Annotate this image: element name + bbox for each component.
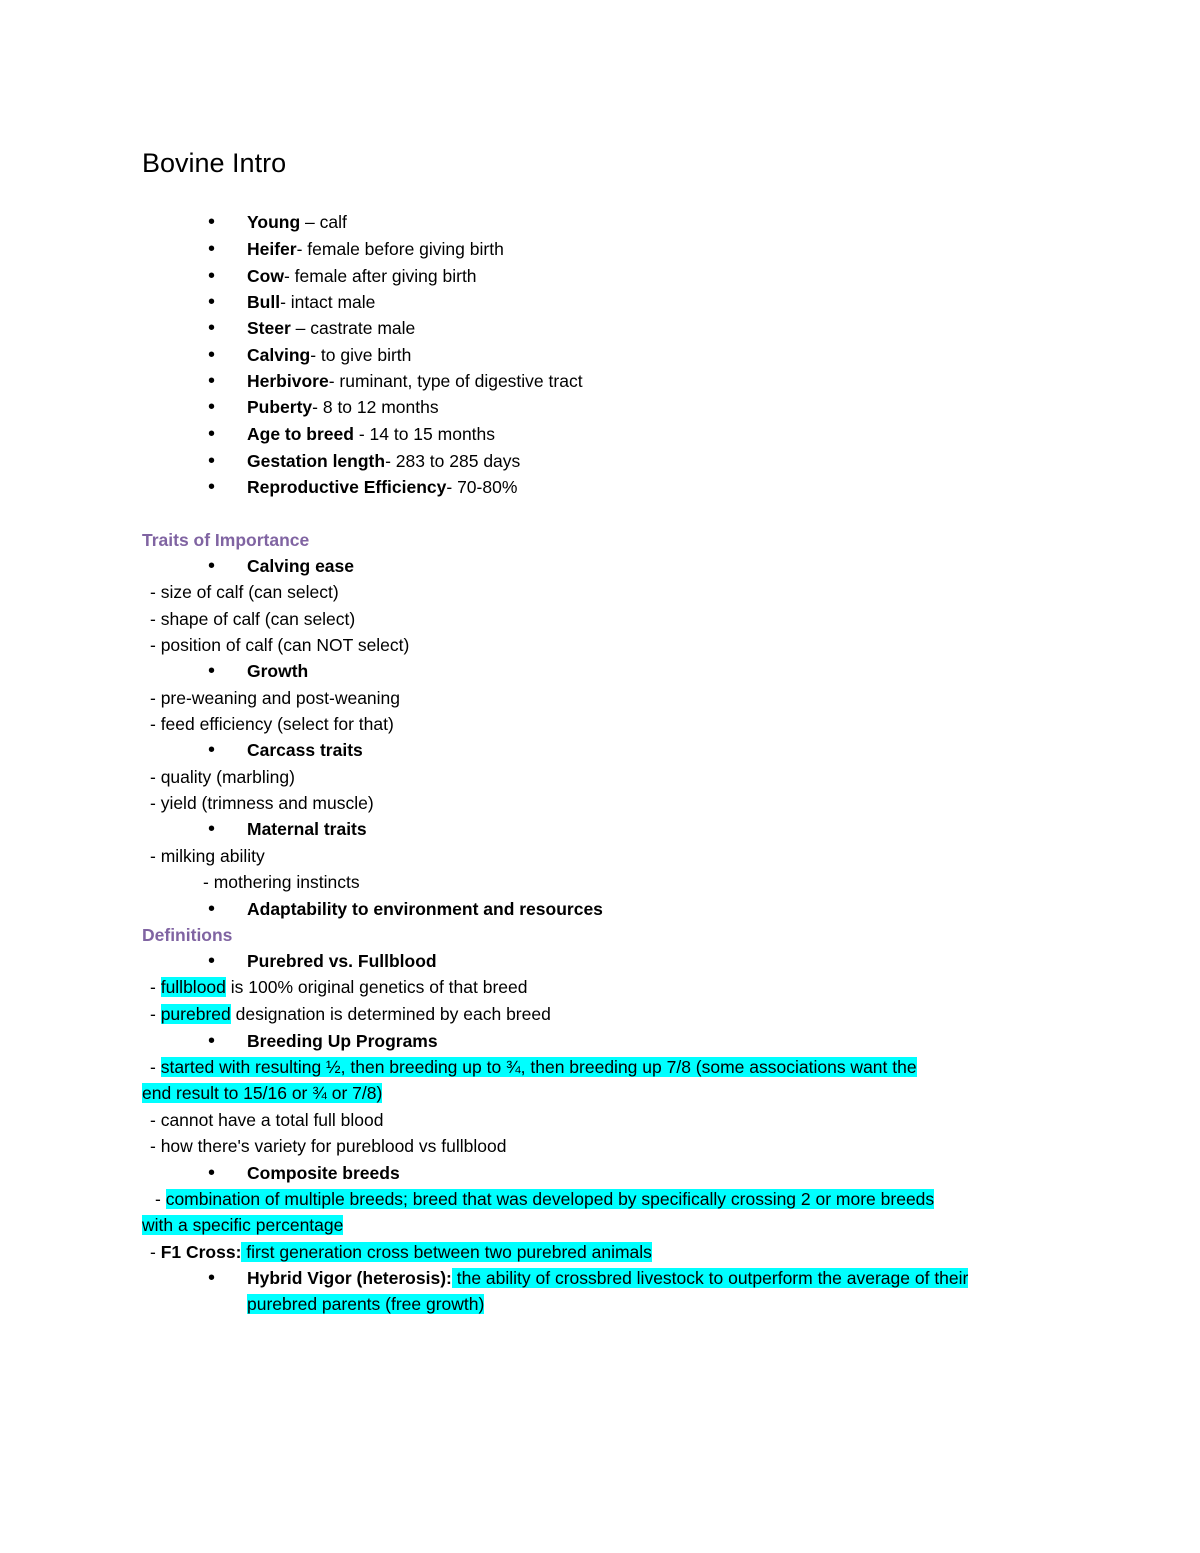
trait-bullet	[247, 739, 363, 761]
trait-bullet	[247, 818, 367, 840]
trait-detail: - size of calf (can select)	[150, 582, 339, 602]
highlighted-text: the ability of crossbred livestock to outperform the average of their	[451, 1268, 969, 1288]
definition-detail: - cannot have a total full blood	[150, 1110, 384, 1130]
trait-bullet	[247, 898, 603, 920]
definition-bullet	[247, 1162, 400, 1184]
definition-title: Purebred vs. Fullblood	[247, 951, 437, 971]
traits-heading: Traits of Importance	[142, 530, 310, 550]
term-definition: - 283 to 285 days	[385, 451, 521, 471]
definition-detail-continued	[142, 1214, 343, 1236]
page-title: Bovine Intro	[142, 148, 287, 178]
dash: -	[155, 1189, 166, 1209]
definition-detail	[150, 976, 527, 998]
definition-bullet	[247, 1267, 968, 1289]
trait-bullet	[247, 660, 308, 682]
dash: -	[150, 1004, 161, 1024]
term-definition: - 70-80%	[446, 477, 518, 497]
highlighted-text: fullblood	[160, 977, 226, 997]
list-item	[247, 211, 347, 233]
trait-detail: - milking ability	[150, 846, 265, 866]
term-definition: – castrate male	[290, 318, 416, 338]
highlighted-text: with a specific percentage	[142, 1215, 344, 1235]
term: Herbivore	[247, 371, 329, 391]
term: Heifer	[247, 239, 297, 259]
highlighted-text: combination of multiple breeds; breed that was developed by specifically crossing 2 or more breeds	[165, 1189, 935, 1209]
term-definition: – calf	[300, 212, 347, 232]
trait-bullet	[247, 555, 354, 577]
definition-bullet	[247, 1030, 438, 1052]
term-definition: - to give birth	[310, 345, 412, 365]
term-definition: - 14 to 15 months	[353, 424, 496, 444]
detail-text: is 100% original genetics of that breed	[225, 977, 528, 997]
list-item	[247, 450, 520, 472]
definition-title: Composite breeds	[247, 1163, 400, 1183]
definition-detail-continued	[247, 1293, 484, 1315]
definition-title: Hybrid Vigor (heterosis):	[247, 1268, 452, 1288]
term-definition: - 8 to 12 months	[312, 397, 439, 417]
definition-detail	[150, 1056, 917, 1078]
term-definition: - ruminant, type of digestive tract	[328, 371, 583, 391]
trait-detail: - mothering instincts	[203, 872, 360, 892]
term: Steer	[247, 318, 291, 338]
definition-detail-continued	[142, 1082, 382, 1104]
term: Cow	[247, 266, 284, 286]
detail-text: designation is determined by each breed	[230, 1004, 551, 1024]
list-item	[247, 238, 504, 260]
definitions-heading: Definitions	[142, 925, 233, 945]
term-definition: - female after giving birth	[283, 266, 477, 286]
trait-detail: - quality (marbling)	[150, 767, 295, 787]
definition-title: Breeding Up Programs	[247, 1031, 438, 1051]
term: F1 Cross:	[160, 1242, 242, 1262]
trait-detail: - pre-weaning and post-weaning	[150, 688, 401, 708]
trait-detail: - shape of calf (can select)	[150, 609, 356, 629]
list-item	[247, 476, 517, 498]
term: Calving	[247, 345, 311, 365]
definition-detail	[150, 1003, 551, 1025]
definition-detail	[150, 1241, 652, 1263]
dash: -	[150, 977, 161, 997]
definition-detail: - how there's variety for pureblood vs fullblood	[150, 1136, 507, 1156]
term: Gestation length	[247, 451, 386, 471]
term-definition: - female before giving birth	[296, 239, 504, 259]
list-item	[247, 317, 415, 339]
trait-title: Calving ease	[247, 556, 354, 576]
highlighted-text: first generation cross between two purebred animals	[241, 1242, 652, 1262]
highlighted-text: end result to 15/16 or ¾ or 7/8)	[142, 1083, 383, 1103]
term: Reproductive Efficiency	[247, 477, 447, 497]
list-item	[247, 396, 439, 418]
list-item	[247, 423, 495, 445]
term: Bull	[247, 292, 281, 312]
term-definition: - intact male	[280, 292, 376, 312]
trait-title: Growth	[247, 661, 309, 681]
term: Puberty	[247, 397, 313, 417]
dash: -	[150, 1057, 161, 1077]
list-item	[247, 291, 375, 313]
definition-bullet	[247, 950, 437, 972]
list-item	[247, 265, 477, 287]
trait-detail: - feed efficiency (select for that)	[150, 714, 394, 734]
term: Young	[247, 212, 301, 232]
highlighted-text: purebred	[160, 1004, 231, 1024]
highlighted-text: purebred parents (free growth)	[247, 1294, 485, 1314]
list-item	[247, 370, 583, 392]
list-item	[247, 344, 411, 366]
dash: -	[150, 1242, 161, 1262]
highlighted-text: started with resulting ½, then breeding up to ¾, then breeding up 7/8 (some associations want the	[160, 1057, 917, 1077]
trait-title: Adaptability to environment and resources	[247, 899, 603, 919]
trait-title: Carcass traits	[247, 740, 363, 760]
trait-title: Maternal traits	[247, 819, 367, 839]
term: Age to breed	[247, 424, 354, 444]
definition-detail	[155, 1188, 934, 1210]
trait-detail: - position of calf (can NOT select)	[150, 635, 410, 655]
trait-detail: - yield (trimness and muscle)	[150, 793, 374, 813]
